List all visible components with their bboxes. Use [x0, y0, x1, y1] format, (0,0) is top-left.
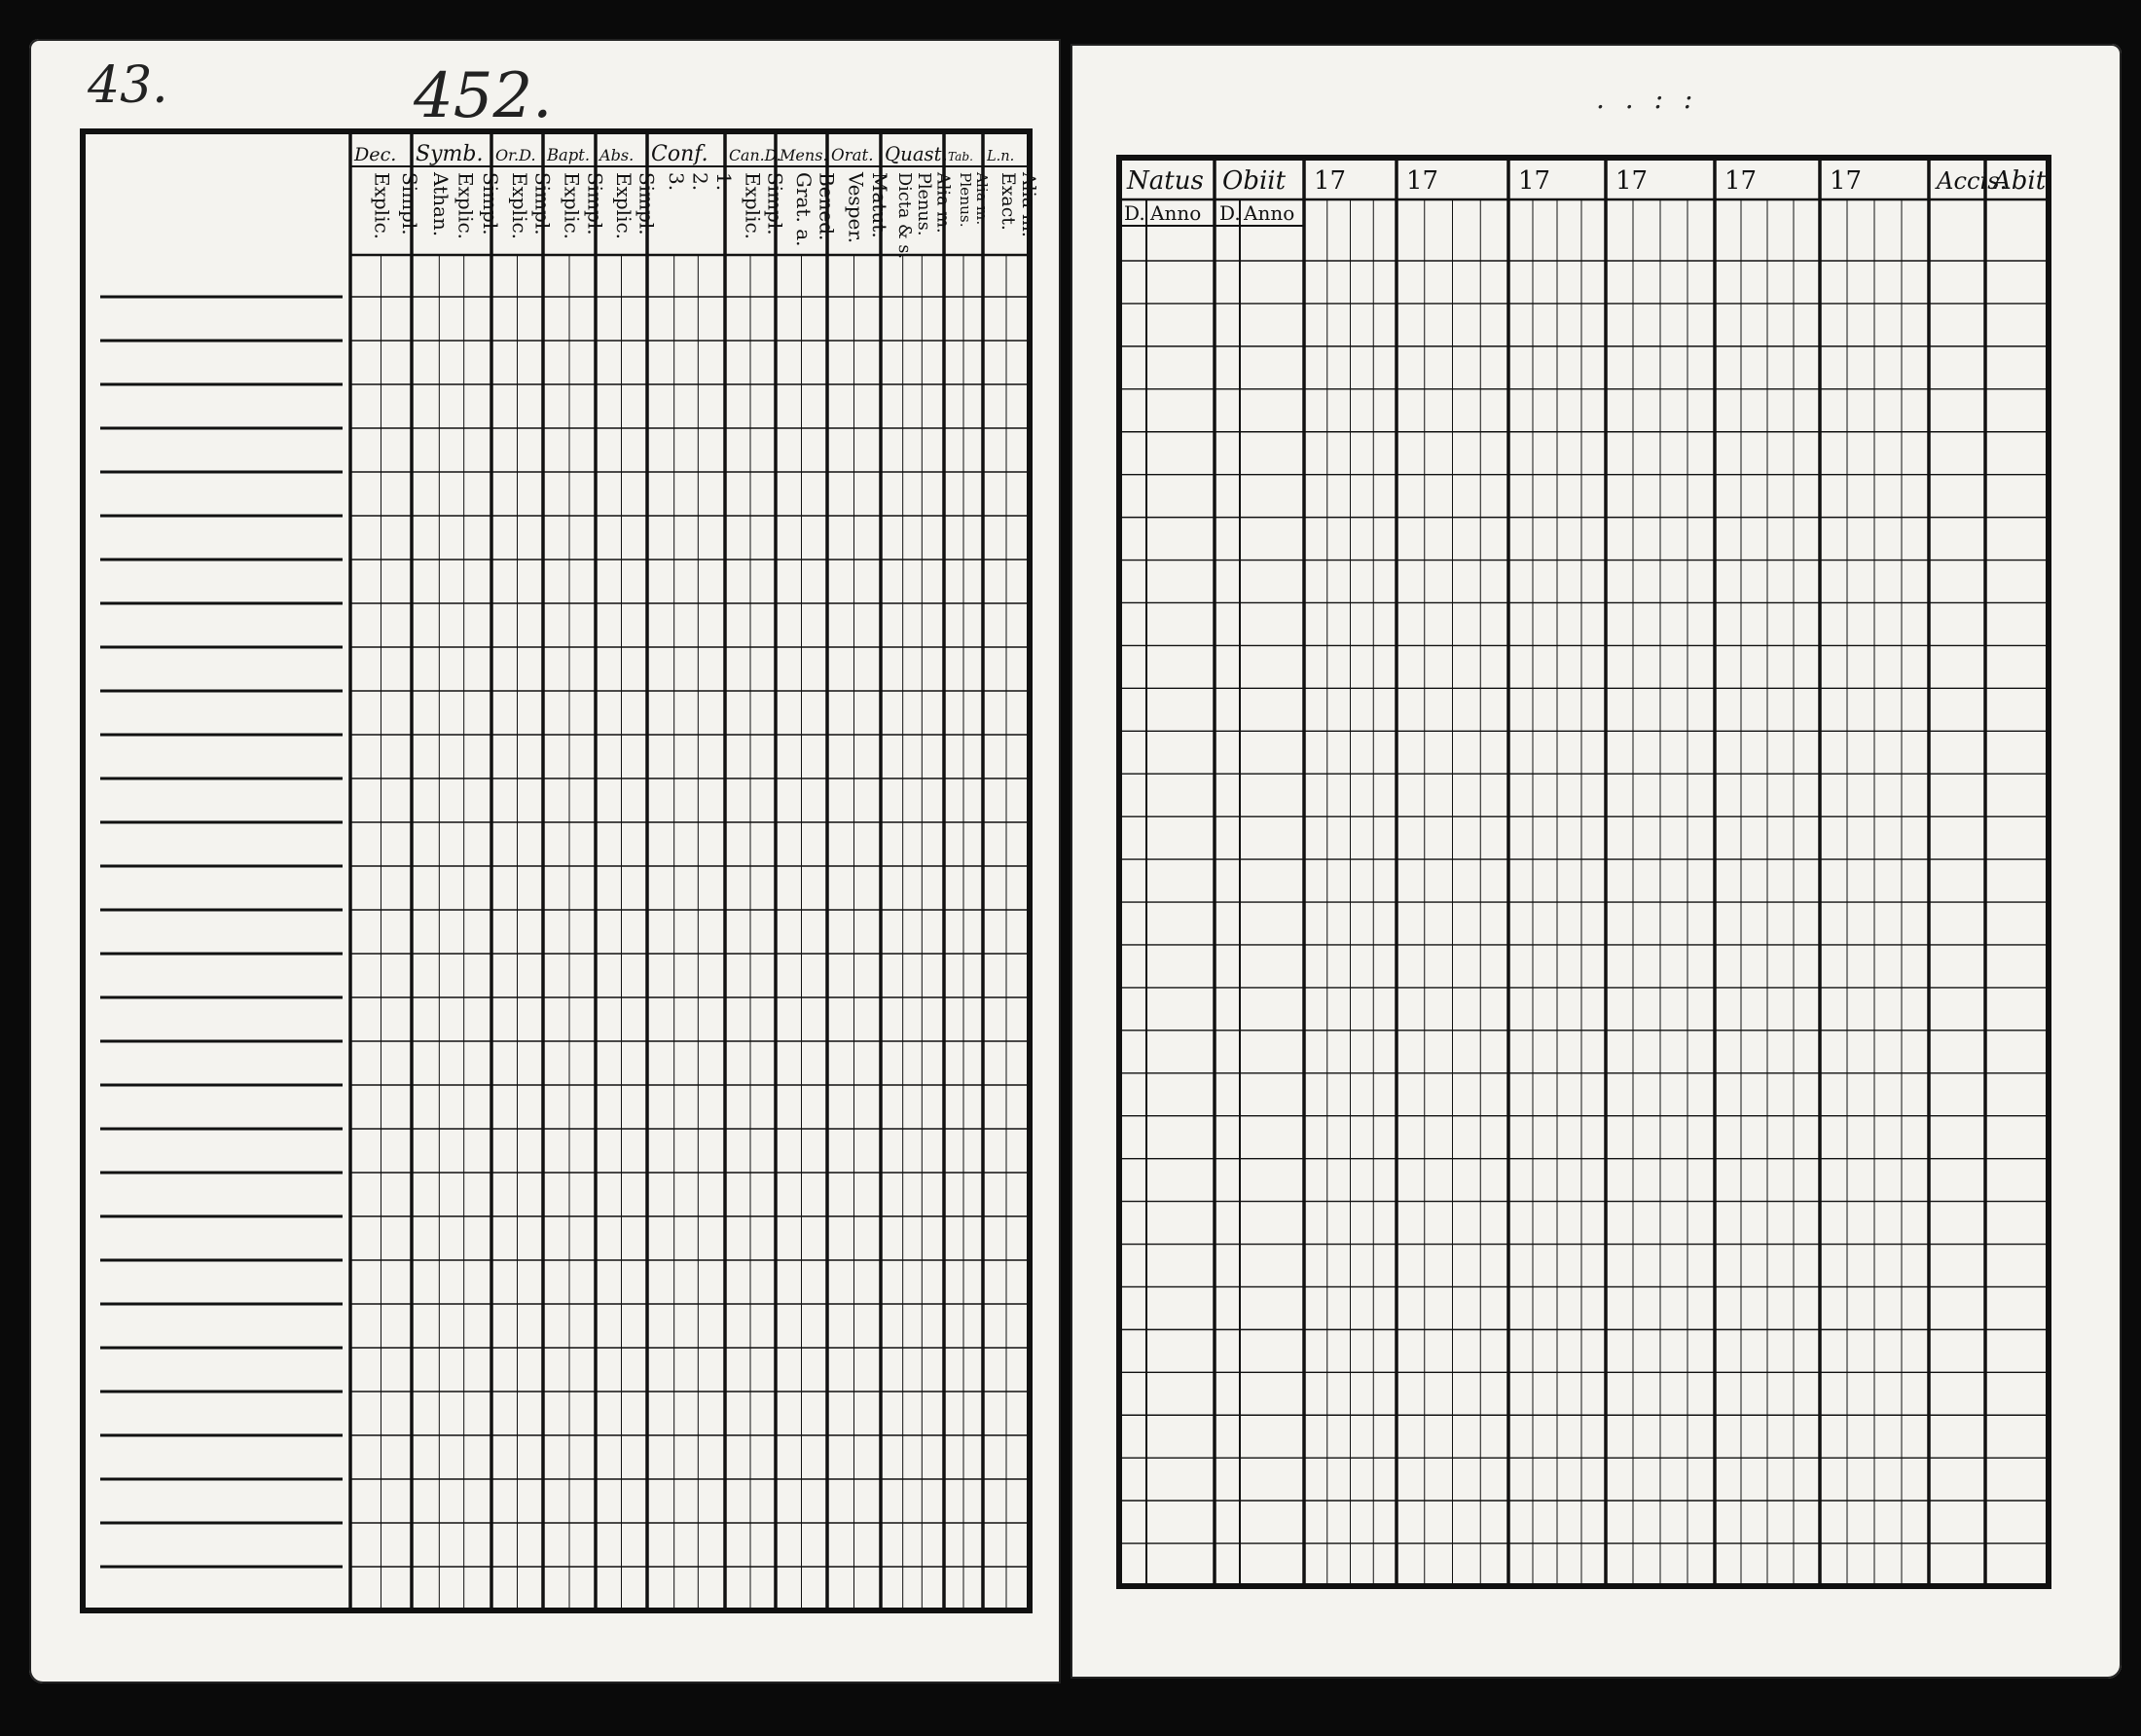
left-sub-header: 2.: [688, 172, 712, 192]
left-sub-header: Explic.: [560, 172, 584, 240]
left-sub-header: 1.: [712, 172, 737, 192]
right-column-header: Abit.: [1993, 166, 2054, 196]
left-column-header: Mens.: [780, 146, 828, 164]
ink-marks: . . : :: [1596, 83, 1699, 115]
left-sub-header: Alia m.: [932, 172, 953, 234]
right-column-header: 17: [1314, 166, 1347, 196]
left-sub-header: Simpl.: [530, 172, 555, 235]
left-sub-header: Bened.: [815, 172, 839, 241]
left-sub-header: Plenus.: [913, 172, 933, 236]
sheet-number: 452.: [414, 60, 553, 132]
left-table-frame: [83, 131, 1030, 1610]
right-column-header: 17: [1830, 166, 1863, 196]
left-sub-header: Vesper.: [844, 172, 868, 244]
right-sub-header: Anno: [1244, 201, 1295, 225]
folio-number: 43.: [88, 56, 168, 115]
right-column-header: 17: [1406, 166, 1439, 196]
left-column-header: Can.D.: [729, 146, 781, 164]
right-sub-header: D.: [1124, 201, 1145, 225]
right-sub-header: Anno: [1150, 201, 1202, 225]
left-sub-header: Explic.: [454, 172, 478, 240]
right-column-header: Obiit: [1222, 166, 1287, 196]
left-column-header: Bapt.: [547, 146, 591, 164]
left-sub-header: Explic.: [370, 172, 394, 240]
left-column-header: Dec.: [354, 143, 397, 165]
left-column-header: Tab.: [948, 150, 973, 163]
left-column-header: Conf.: [651, 142, 708, 166]
left-sub-header: Grat. a.: [791, 172, 816, 247]
right-column-header: Accis.: [1937, 167, 2008, 195]
left-sub-header: Simpl.: [583, 172, 607, 235]
left-sub-header: Athan.: [429, 172, 454, 237]
left-sub-header: Alia m.: [973, 172, 992, 226]
left-sub-header: Plenus.: [957, 172, 975, 228]
right-column-header: 17: [1615, 166, 1649, 196]
left-sub-header: Alia m.: [1018, 172, 1040, 237]
right-column-header: Natus: [1127, 166, 1204, 196]
left-sub-header: Simpl.: [763, 172, 787, 235]
left-column-header: L.n.: [987, 149, 1015, 164]
right-column-header: 17: [1724, 166, 1758, 196]
left-sub-header: Exact.: [998, 172, 1020, 231]
left-sub-header: Explic.: [507, 172, 531, 240]
left-sub-header: Matut.: [868, 172, 892, 238]
left-sub-header: Simpl.: [398, 172, 422, 235]
left-sub-header: Simpl.: [478, 172, 502, 235]
left-sub-header: Simpl.: [635, 172, 659, 235]
left-column-header: Symb.: [416, 142, 484, 166]
left-sub-header: Explic.: [611, 172, 635, 240]
left-sub-header: Explic.: [741, 172, 765, 240]
left-column-header: Or.D.: [495, 146, 536, 164]
right-column-header: 17: [1518, 166, 1551, 196]
left-column-header: Abs.: [599, 146, 635, 164]
right-sub-header: D.: [1219, 201, 1241, 225]
left-sub-header: 3.: [664, 172, 688, 192]
left-sub-header: Dicta & s.: [894, 172, 915, 260]
left-column-header: Quast.: [885, 143, 948, 165]
left-column-header: Orat.: [831, 146, 874, 164]
